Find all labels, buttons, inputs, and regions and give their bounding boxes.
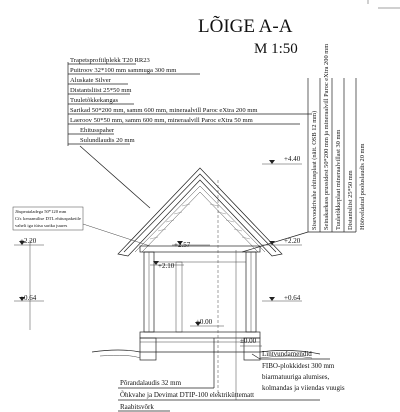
drawing-scale: M 1:50 [254,41,298,57]
foundation-note-line-2: FIBO-plokkidest 300 mm [262,362,335,370]
roof-layer-2: Puitroov 32*100 mm sammuga 300 mm [70,67,177,74]
roof-layer-8: Ehitusspaher [80,127,115,134]
floor-layer-2: Õhkvahe ja Devimat DTIP-100 elektriküttematt [120,391,255,399]
drawing-title: LÕIGE A-A [198,16,293,37]
tie-beam-note-line-2: Cfr. keraamilise DTL ehituspaketile [15,216,81,221]
elev-arrow [269,297,275,301]
roof-layer-9: Sulundlaudis 20 mm [80,137,135,144]
elev-plinth-right: +0.64 [284,294,301,302]
building-section [92,168,320,360]
roof-layer-1: Trapetsprofiilplekk T20 RR23 [70,57,150,64]
tie-beam-note-line-3: vaheli iga tütsa sarika juures [15,223,68,228]
foundation-note-line-3: biarmatuuriga alumises, [262,373,330,381]
foundation-note-line-4: kolmandas ja viiendas vuugis [262,384,345,392]
roof-outer [118,168,282,256]
elevation-marks [14,155,302,346]
roof-layer-5: Tuuletõkkekangas [70,97,119,104]
roof-leader [80,146,150,208]
wall-layer-1: Sisevoodrivahe ehitusplaat (näit. OSB 12 mm) [311,110,318,230]
roof-inner-line [135,186,265,252]
door-post [176,262,182,332]
elev-arrow [269,160,275,164]
wall-layer-5: Hööveldatud pooluslaudis 20 mm [359,143,366,230]
elev-plinth-left: +0.64 [20,294,37,302]
elev-ceiling: +2.57 [174,241,191,249]
roof-layer-6: Sarikad 50*200 mm, samm 600 mm, mineraalvill Paroc eXtra 200 mm [70,107,258,114]
note-leader [83,224,150,246]
foundation-note-line-1: Lintvundamendid [262,350,312,358]
roof-insulation-line [142,192,258,252]
wall-layer-callout [242,44,366,252]
roof-layer-callout [68,57,312,208]
floor-layer-1: Põrandalaudis 32 mm [120,379,182,387]
roof-layer-7: Laeroov 50*50 mm, samm 600 mm, mineraalvill Paroc eXtra 50 mm [70,117,253,124]
roof-layer-4: Distantsliist 25*50 mm [70,87,132,94]
wall-layer-4: Distantsliist 25*50 mm [347,170,354,230]
elev-ground: ±0.00 [240,337,257,345]
elev-arrow [269,241,275,245]
wall-layer-2: Seinakarkass prussidest 50*200 mm ja mineraalvill Paroc eXtra 200 mm [323,43,330,230]
foundation-note [252,350,345,392]
elev-eave-left: +2.20 [20,237,37,245]
ceiling-beam [140,246,260,252]
roof-layer-3: Aluskate Silver [70,77,111,84]
foundation-leader [252,354,260,359]
elev-top: +4.40 [284,155,301,163]
elev-opening: +2.10 [158,262,175,270]
tie-beam-note-line-1: Jõupeataladega 50*120 mm [15,209,67,214]
floor-layer-3: Raabitsvõrk [120,403,154,411]
left-foundation [140,338,156,360]
elev-eave-right: +2.20 [284,237,301,245]
wall-layer-3: Tuuletõkkeplaat mineraalvillast 30 mm [335,129,342,230]
elev-floor: ±0.00 [196,318,213,326]
